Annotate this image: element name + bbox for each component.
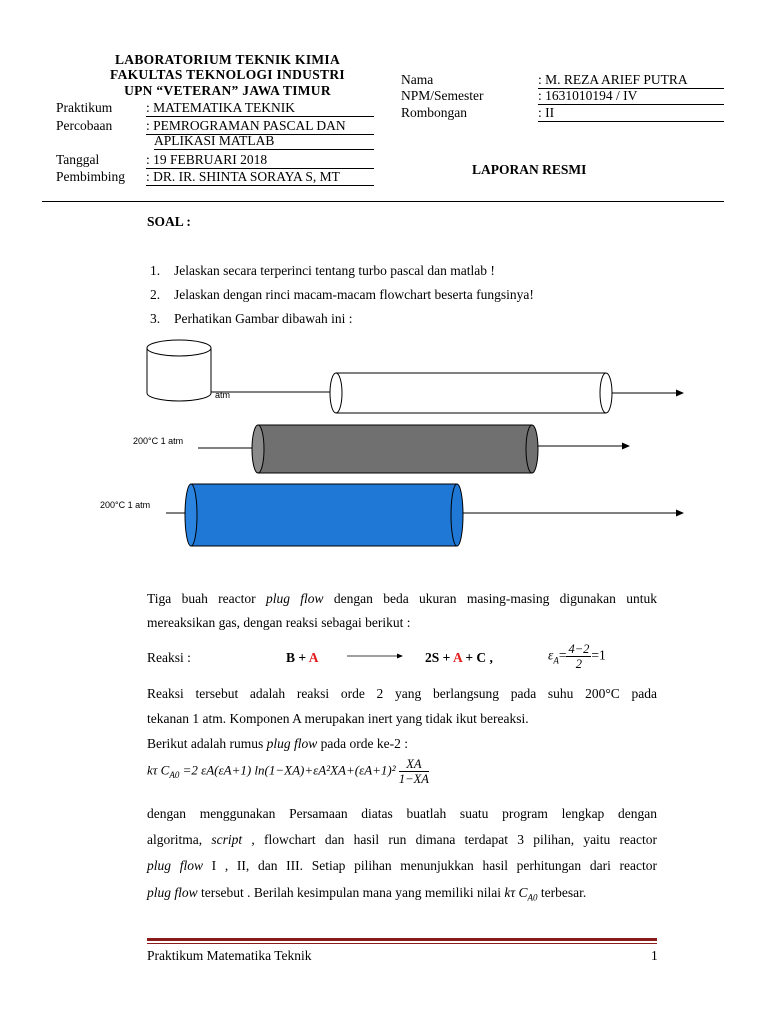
percobaan-label: Percobaan	[56, 118, 113, 133]
paragraph-2-line-2: tekanan 1 atm. Komponen A merupakan inert yang tidak ikut bereaksi.	[147, 711, 529, 726]
nama-label: Nama	[401, 72, 434, 87]
nama-value: : M. REZA ARIEF PUTRA	[538, 72, 724, 89]
reaksi-label: Reaksi :	[147, 650, 191, 665]
header-line-2: FAKULTAS TEKNOLOGI INDUSTRI	[110, 67, 345, 82]
report-title: LAPORAN RESMI	[472, 162, 587, 177]
paragraph-4-line-3: plug flow I , II, dan III. Setiap pilihan menunjukkan hasil perhitungan dari reactor	[147, 858, 657, 873]
reactor-figure	[0, 330, 768, 560]
paragraph-4-line-2: algoritma, script , flowchart dan hasil run dimana terdapat 3 pilihan, yaitu reactor	[147, 832, 658, 847]
header-line-1: LABORATORIUM TEKNIK KIMIA	[114, 52, 341, 67]
praktikum-label: Praktikum	[56, 100, 113, 115]
paragraph-1-line-1: Tiga buah reactor plug flow dengan beda ukuran masing-masing digunakan untuk	[147, 591, 657, 606]
percobaan-value-2: APLIKASI MATLAB	[154, 133, 374, 150]
reactor-2	[198, 425, 630, 473]
reactor-1	[211, 373, 684, 413]
question-item: 3. Perhatikan Gambar dibawah ini :	[150, 311, 353, 326]
rombongan-value: : II	[538, 105, 724, 122]
rombongan-label: Rombongan	[401, 105, 467, 120]
percobaan-value: : PEMROGRAMAN PASCAL DAN	[146, 118, 374, 135]
paragraph-4-line-1: dengan menggunakan Persamaan diatas buatlah suatu program lengkap dengan	[147, 806, 657, 821]
label-200c-1: 200°C 1 atm	[133, 436, 184, 446]
label-atm-1: atm	[215, 390, 231, 400]
paragraph-3: Berikut adalah rumus plug flow pada orde ke-2 :	[147, 736, 408, 751]
question-item: 1. Jelaskan secara terperinci tentang turbo pascal dan matlab !	[150, 263, 495, 278]
plug-flow-formula: kτ $C_{A0} =2$ εA(εA+1) ln(1−XA)+εA²XA+(εA+1)² $\frac{XA}{1-XA}$	[147, 757, 429, 786]
tanggal-value: : 19 FEBRUARI 2018	[146, 152, 374, 169]
pembimbing-value: : DR. IR. SHINTA SORAYA S, MT	[146, 169, 374, 186]
footer-rule-thick	[147, 938, 657, 941]
paragraph-4-line-4: plug flow tersebut . Berilah kesimpulan mana yang memiliki nilai kτ $C_{A0}$ terbesar.	[147, 885, 587, 903]
paragraph-1-line-2: mereaksikan gas, dengan reaksi sebagai berikut :	[147, 615, 411, 630]
tanggal-label: Tanggal	[56, 152, 100, 167]
reaction-products: 2S + A + C ,	[425, 650, 493, 665]
header-line-3: UPN “VETERAN” JAWA TIMUR	[124, 83, 331, 98]
question-item: 2. Jelaskan dengan rinci macam-macam flowchart beserta fungsinya!	[150, 287, 534, 302]
npm-label: NPM/Semester	[401, 88, 484, 103]
header-divider	[42, 201, 724, 202]
feed-tank	[147, 340, 211, 401]
praktikum-value: : MATEMATIKA TEKNIK	[146, 100, 374, 117]
page-number: 1	[651, 948, 658, 963]
paragraph-2-line-1: Reaksi tersebut adalah reaksi orde 2 yang berlangsung pada suhu 200°C pada	[147, 686, 657, 701]
reactor-3	[166, 484, 684, 546]
footer-rule-thin	[147, 943, 657, 944]
reaction-arrow	[345, 650, 405, 662]
pembimbing-label: Pembimbing	[56, 169, 126, 184]
footer-text: Praktikum Matematika Teknik	[147, 948, 312, 963]
question-list	[150, 262, 534, 334]
soal-title: SOAL :	[147, 214, 191, 229]
reaction-reactants: B + A	[286, 650, 319, 665]
npm-value: : 1631010194 / IV	[538, 88, 724, 105]
epsilon-equation: $\varepsilon_A=$ $\frac{4-2}{2}$ =1	[548, 642, 606, 671]
label-200c-2: 200°C 1 atm	[100, 500, 151, 510]
